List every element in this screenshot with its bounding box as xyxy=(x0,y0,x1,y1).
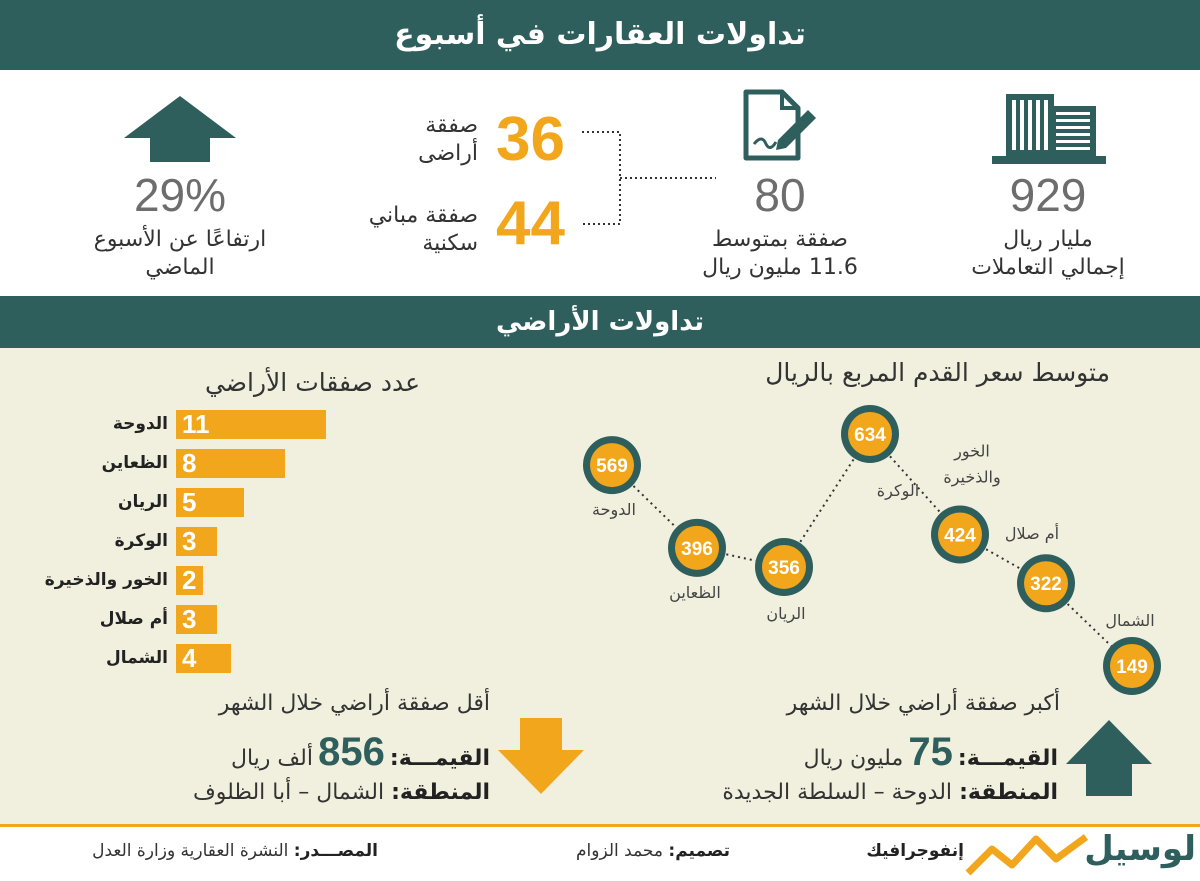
bar-value-label: 8 xyxy=(182,448,197,478)
largest-deal-area-label: المنطقة: xyxy=(959,780,1058,805)
category-label: الدوحة xyxy=(592,500,636,520)
deals-count: 80 xyxy=(754,169,806,221)
total-unit: مليار ريال xyxy=(1003,227,1093,252)
largest-deal-value-label: القيمـــة: xyxy=(957,746,1058,771)
change-caption-2: الماضي xyxy=(145,255,215,280)
land-section-title: تداولات الأراضي xyxy=(0,296,1200,348)
change-value: 29% xyxy=(133,169,227,221)
page-title: تداولات العقارات في أسبوع xyxy=(0,0,1200,70)
bar-value-label: 4 xyxy=(182,643,197,673)
bar-label: الظعاين xyxy=(101,453,168,473)
summary-panel xyxy=(0,70,1200,296)
land-caption-1: صفقة xyxy=(425,113,478,138)
bar-label: الريان xyxy=(117,492,168,512)
source-credit xyxy=(40,841,378,861)
category-label: الظعاين xyxy=(669,582,721,602)
design-label: تصميم: xyxy=(668,841,730,861)
data-point-value: 149 xyxy=(1116,657,1148,678)
building-icon xyxy=(992,84,1106,164)
design-name: محمد الزوام xyxy=(576,841,663,861)
contract-icon xyxy=(742,88,818,162)
brand-logo: لوسيل xyxy=(1084,829,1196,869)
data-point-value: 569 xyxy=(596,456,628,478)
smallest-deal-area-label: المنطقة: xyxy=(391,780,490,805)
design-credit xyxy=(480,841,730,861)
brand-zigzag-icon xyxy=(966,835,1088,875)
residential-caption-1: صفقة مباني xyxy=(368,203,478,228)
smallest-deal-area-row xyxy=(140,780,490,805)
largest-deal-title: أكبر صفقة أراضي خلال الشهر xyxy=(786,691,1060,716)
total-caption: إجمالي التعاملات xyxy=(971,255,1125,280)
smallest-deal-title: أقل صفقة أراضي خلال الشهر xyxy=(218,691,490,716)
category-label: الريان xyxy=(766,603,806,623)
smallest-deal-value-label: القيمـــة: xyxy=(389,746,490,771)
category-label: الخور والذخيرة xyxy=(943,441,1001,487)
total-value: 929 xyxy=(1009,169,1087,221)
bar-label: الخور والذخيرة xyxy=(44,570,168,590)
largest-deal-value: 75 xyxy=(908,730,953,774)
largest-deal-up-arrow-icon xyxy=(1066,720,1152,796)
change-caption-1: ارتفاعًا عن الأسبوع xyxy=(93,227,267,252)
data-point-value: 322 xyxy=(1030,574,1062,596)
largest-deal-area-row xyxy=(640,780,1058,805)
data-point-value: 634 xyxy=(854,425,886,446)
smallest-deal-unit: ألف ريال xyxy=(230,746,313,771)
smallest-deal-value: 856 xyxy=(318,730,385,774)
category-label: الوكرة xyxy=(876,481,920,500)
bar-value-label: 2 xyxy=(182,565,197,595)
bar-value-label: 5 xyxy=(182,487,197,517)
data-point-value: 356 xyxy=(768,557,800,579)
bar-label: أم صلال xyxy=(99,609,168,629)
category-label: الشمال xyxy=(1105,611,1155,630)
brand-subtitle: إنفوجرافيك xyxy=(866,841,964,861)
bar-value-label: 11 xyxy=(182,409,210,439)
largest-deal-area: الدوحة – السلطة الجديدة xyxy=(722,780,953,805)
source-name: النشرة العقارية وزارة العدل xyxy=(92,841,289,861)
data-point-value: 424 xyxy=(944,525,976,547)
data-point-value: 396 xyxy=(681,538,713,560)
deals-caption-2: 11.6 مليون ريال xyxy=(702,255,858,280)
land-count: 36 xyxy=(496,105,565,174)
footer xyxy=(0,824,1200,881)
bar-value-label: 3 xyxy=(182,604,197,634)
connector-lines xyxy=(580,128,720,228)
bar-label: الوكرة xyxy=(114,531,168,551)
largest-deal-value-row xyxy=(740,730,1058,778)
land-caption-2: أراضى xyxy=(418,141,478,166)
bar-chart-title: عدد صفقات الأراضي xyxy=(204,368,420,397)
smallest-deal-value-row xyxy=(190,730,490,778)
land-panel xyxy=(0,348,1200,824)
deals-caption-1: صفقة بمتوسط xyxy=(712,227,848,252)
source-label: المصـــدر: xyxy=(293,841,378,861)
bar-label: الشمال xyxy=(105,648,168,668)
smallest-deal-area: الشمال – أبا الظلوف xyxy=(192,780,385,805)
down-arrow-icon xyxy=(498,718,584,794)
category-label: أم صلال xyxy=(1004,524,1060,544)
line-chart-title: متوسط سعر القدم المربع بالريال xyxy=(765,358,1110,387)
bar-label: الدوحة xyxy=(112,414,168,434)
bar-value-label: 3 xyxy=(182,526,197,556)
residential-count: 44 xyxy=(496,189,565,258)
residential-caption-2: سكنية xyxy=(422,231,478,256)
largest-deal-unit: مليون ريال xyxy=(803,746,904,771)
up-arrow-icon xyxy=(124,96,236,162)
